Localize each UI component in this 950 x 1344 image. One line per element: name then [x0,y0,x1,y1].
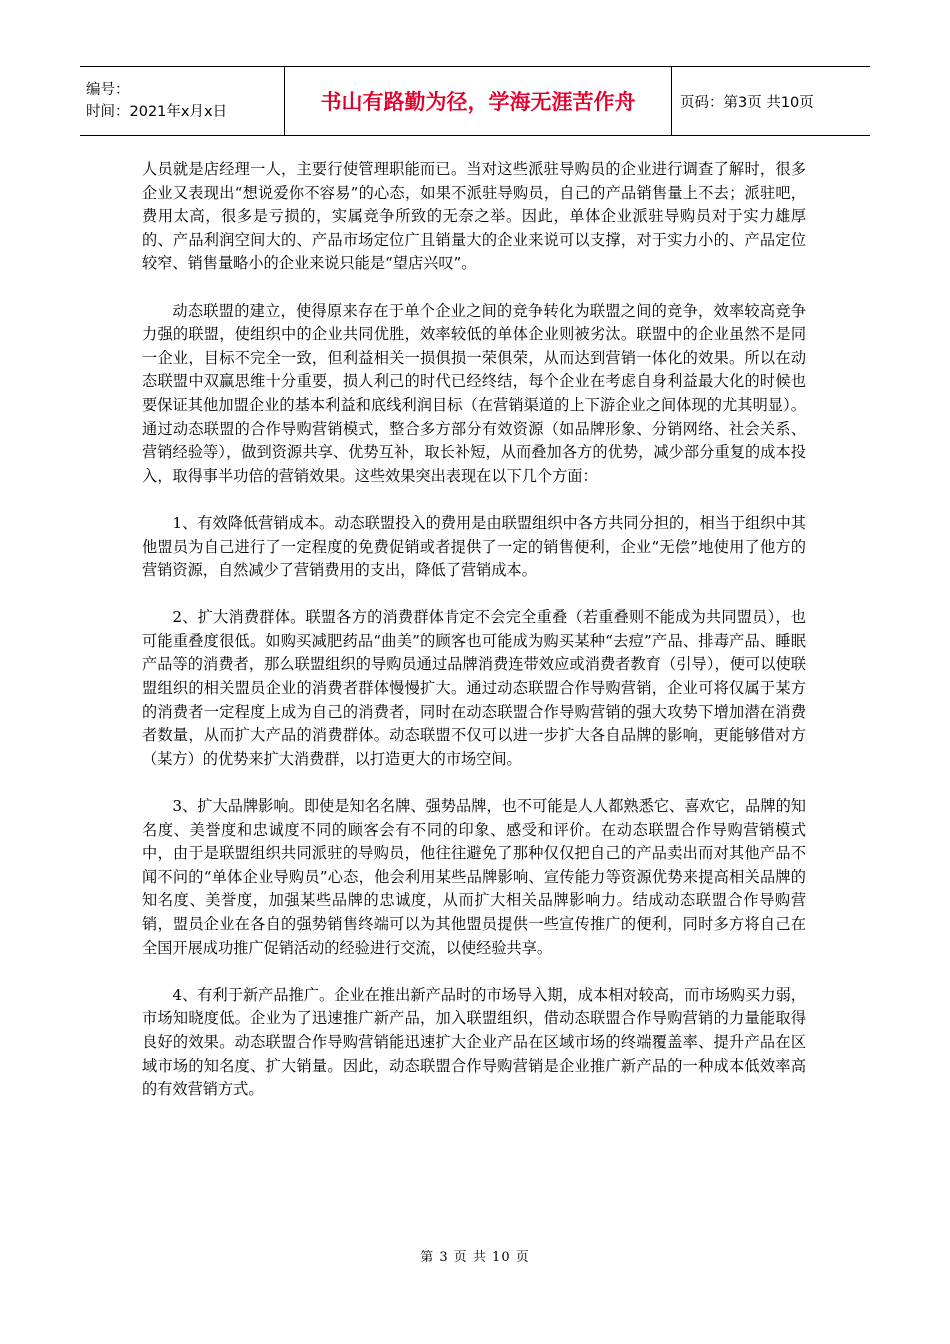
paragraph-dynamic-alliance: 动态联盟的建立，使得原来存在于单个企业之间的竞争转化为联盟之间的竞争，效率较高竞争力强的联盟，使组织中的企业共同优胜，效率较低的单体企业则被劣汰。联盟中的企业虽然不是同一企业，目标不完全一致，但利益相关一损俱损一荣俱荣，从而达到营销一体化的效果。所以在动态联盟中双赢思维十分重要，损人利己的时代已经终结，每个企业在考虑自身利益最大化的时候也要保证其他加盟企业的基本利益和底线利润目标（在营销渠道的上下游企业之间体现的尤其明显）。通过动态联盟的合作导购营销模式，整合多方部分有效资源（如品牌形象、分销网络、社会关系、营销经验等），做到资源共享、优势互补，取长补短，从而叠加各方的优势，减少部分重复的成本投入，取得事半功倍的营销效果。这些效果突出表现在以下几个方面： [142,301,806,485]
header-meta [80,67,285,135]
document-number-label: 编号： [86,82,130,98]
paragraph-continuation: 人员就是店经理一人，主要行使管理职能而已。当对这些派驻导购员的企业进行调查了解时，很多企业又表现出“想说爱你不容易”的心态，如果不派驻导购员，自己的产品销售量上不去；派驻吧，费用太高，很多是亏损的，实属竞争所致的无奈之举。因此，单体企业派驻导购员对于实力雄厚的、产品利润空间大的、产品市场定位广且销量大的企业来说可以支撑，对于实力小的、产品定位较窄、销售量略小的企业来说只能是“望店兴叹”。 [142,160,806,273]
paragraph-point-2: 2、扩大消费群体。联盟各方的消费群体肯定不会完全重叠（若重叠则不能成为共同盟员），也可能重叠度很低。如购买减肥药品“曲美”的顾客也可能成为购买某种“去痘”产品、排毒产品、睡眠产品等的消费者，那么联盟组织的导购员通过品牌消费连带效应或消费者教育（引导），便可以使联盟组织的相关盟员企业的消费者群体慢慢扩大。通过动态联盟合作导购营销，企业可将仅属于某方的消费者一定程度上成为自己的消费者，同时在动态联盟合作导购营销的强大攻势下增加潜在消费者数量，从而扩大产品的消费群体。动态联盟不仅可以进一步扩大各自品牌的影响，更能够借对方（某方）的优势来扩大消费群，以打造更大的市场空间。 [142,608,806,768]
page-footer: 第 3 页 共 10 页 [420,1250,530,1265]
document-time-label: 时间：2021年x月x日 [86,104,228,120]
paragraph-point-4: 4、有利于新产品推广。企业在推出新产品时的市场导入期，成本相对较高，而市场购买力弱，市场知晓度低。企业为了迅速推广新产品，加入联盟组织，借动态联盟合作导购营销的力量能取得良好的效果。动态联盟合作导购营销能迅速扩大企业产品在区域市场的终端覆盖率、提升产品在区域市场的知名度、扩大销量。因此，动态联盟合作导购营销是企业推广新产品的一种成本低效率高的有效营销方式。 [142,985,806,1099]
page-header [80,66,870,136]
document-body [142,158,806,1125]
paragraph-point-1: 1、有效降低营销成本。动态联盟投入的费用是由联盟组织中各方共同分担的，相当于组织中其他盟员为自己进行了一定程度的免费促销或者提供了一定的销售便利，企业“无偿”地使用了他方的营销资源，自然减少了营销费用的支出，降低了营销成本。 [142,513,806,580]
paragraph-point-3: 3、扩大品牌影响。即使是知名名牌、强势品牌，也不可能是人人都熟悉它、喜欢它，品牌的知名度、美誉度和忠诚度不同的顾客会有不同的印象、感受和评价。在动态联盟合作导购营销模式中，由于是联盟组织共同派驻的导购员，他往往避免了那种仅仅把自己的产品卖出而对其他产品不闻不问的“单体企业导购员”心态，他会利用某些品牌影响、宣传能力等资源优势来提高相关品牌的知名度、美誉度，加强某些品牌的忠诚度，从而扩大相关品牌影响力。结成动态联盟合作导购营销，盟员企业在各自的强势销售终端可以为其他盟员提供一些宣传推广的便利，同时多方将自己在全国开展成功推广促销活动的经验进行交流，以使经验共享。 [142,797,806,957]
header-motto: 书山有路勤为径，学海无涯苦作舟 [285,67,672,135]
header-page-info: 页码：第3页 共10页 [680,94,814,111]
